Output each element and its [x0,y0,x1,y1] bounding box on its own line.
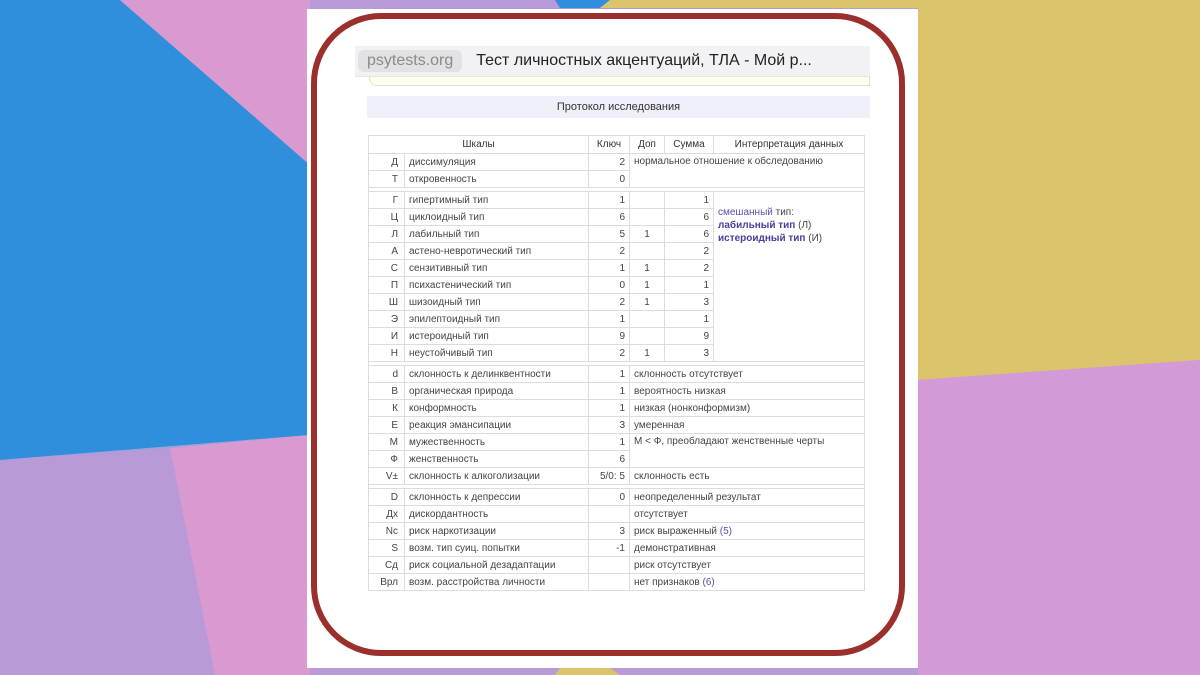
scale-dop: 1 [630,260,665,277]
scale-code: И [369,328,405,345]
scale-key: 0 [589,277,630,294]
scale-name: лабильный тип [405,226,589,243]
scale-code: Nc [369,523,405,540]
scale-name: психастенический тип [405,277,589,294]
scale-code: Ц [369,209,405,226]
scale-name: конформность [405,400,589,417]
scale-interpretation [630,489,865,506]
scale-code: Г [369,192,405,209]
scale-dop [630,192,665,209]
scale-code: Т [369,171,405,188]
table-row [369,489,865,506]
interpretation-text: риск отсутствует [634,559,711,571]
labile-type-link[interactable]: лабильный тип [718,220,796,231]
scale-key: 1 [589,434,630,451]
scale-key: 2 [589,294,630,311]
scale-name: дискордантность [405,506,589,523]
header-scales: Шкалы [369,136,589,154]
scale-name: шизоидный тип [405,294,589,311]
scale-key: 3 [589,417,630,434]
table-row [369,557,865,574]
interpretation-text: отсутствует [634,508,688,520]
scale-dop: 1 [630,226,665,243]
scale-key [589,574,630,591]
scale-name: неустойчивый тип [405,345,589,362]
scale-name: диссимуляция [405,154,589,171]
scale-code: Э [369,311,405,328]
scale-code: Дх [369,506,405,523]
site-domain-chip[interactable]: psytests.org [358,50,462,72]
scale-key: 6 [589,451,630,468]
scale-dop [630,311,665,328]
table-row [369,574,865,591]
scale-key: 0 [589,171,630,188]
scale-name: риск наркотизации [405,523,589,540]
scale-sum: 1 [665,311,714,328]
scale-interpretation: низкая (нонконформизм) [630,400,865,417]
scale-code: Л [369,226,405,243]
scale-dop [630,209,665,226]
scale-name: циклоидный тип [405,209,589,226]
scale-name: эпилептоидный тип [405,311,589,328]
table-row [369,468,865,485]
scale-key: 5/0: 5 [589,468,630,485]
scale-key: 1 [589,383,630,400]
scale-name: возм. расстройства личности [405,574,589,591]
scale-key: 6 [589,209,630,226]
scale-sum: 6 [665,226,714,243]
validity-interpretation: нормальное отношение к обследованию [630,154,865,188]
scale-code: Е [369,417,405,434]
scale-code: В [369,383,405,400]
scale-code: Сд [369,557,405,574]
table-row [369,417,865,434]
scale-key: 2 [589,243,630,260]
scale-key: 5 [589,226,630,243]
labile-type-suffix: (Л) [795,220,812,231]
scale-dop: 1 [630,277,665,294]
scale-interpretation: склонность есть [630,468,865,485]
scale-interpretation: склонность отсутствует [630,366,865,383]
scale-name: склонность к депрессии [405,489,589,506]
scale-sum: 3 [665,345,714,362]
table-row [369,366,865,383]
scale-dop [630,328,665,345]
hysteroid-type-link[interactable]: истероидный тип [718,233,806,244]
scale-key: 9 [589,328,630,345]
results-table [368,135,865,591]
table-row [369,192,865,209]
scale-key: 3 [589,523,630,540]
interpretation-text: нет признаков [634,576,703,588]
scale-key [589,557,630,574]
scale-sum: 1 [665,277,714,294]
scale-key: 1 [589,192,630,209]
scale-key: 1 [589,366,630,383]
interpretation-note-link[interactable]: (5) [719,525,733,537]
scale-name: склонность к делинквентности [405,366,589,383]
scale-name: реакция эмансипации [405,417,589,434]
scale-name: откровенность [405,171,589,188]
scale-interpretation [630,557,865,574]
table-row [369,523,865,540]
mixed-type-link[interactable]: смешанный [718,207,773,218]
scale-sum: 2 [665,260,714,277]
interpretation-text: неопределенный результат [634,491,761,503]
scale-key: 0 [589,489,630,506]
hysteroid-type-suffix: (И) [805,233,823,244]
scale-interpretation [630,506,865,523]
scale-name: сензитивный тип [405,260,589,277]
scale-name: риск социальной дезадаптации [405,557,589,574]
scale-sum: 2 [665,243,714,260]
scale-key: 1 [589,311,630,328]
scale-dop: 1 [630,294,665,311]
scale-code: П [369,277,405,294]
interpretation-text: риск выраженный [634,525,720,537]
header-interpretation: Интерпретация данных [714,136,865,154]
scale-name: склонность к алкоголизации [405,468,589,485]
scale-name: мужественность [405,434,589,451]
scale-dop: 1 [630,345,665,362]
scale-key: 1 [589,260,630,277]
tab-bar-underline [369,77,870,86]
scale-name: астено-невротический тип [405,243,589,260]
scale-code: D [369,489,405,506]
scale-key: 2 [589,345,630,362]
table-header-row [369,136,865,154]
scale-code: К [369,400,405,417]
scale-interpretation [630,540,865,557]
table-row [369,400,865,417]
scale-code: М [369,434,405,451]
scale-interpretation: вероятность низкая [630,383,865,400]
scale-code: А [369,243,405,260]
mixed-type-suffix: тип: [772,207,794,218]
table-row [369,506,865,523]
browser-tab-bar [355,46,870,77]
scale-name: органическая природа [405,383,589,400]
scale-code: d [369,366,405,383]
scale-name: гипертимный тип [405,192,589,209]
scale-interpretation [630,523,865,540]
scale-name: истероидный тип [405,328,589,345]
scale-name: женственность [405,451,589,468]
scale-key [589,506,630,523]
scale-interpretation [630,574,865,591]
scale-code: С [369,260,405,277]
scale-dop [630,243,665,260]
scale-sum: 6 [665,209,714,226]
scale-key: -1 [589,540,630,557]
interpretation-text: демонстративная [634,542,716,554]
scale-code: Д [369,154,405,171]
scale-interpretation: умеренная [630,417,865,434]
scale-interpretation: М < Ф, преобладают женственные черты [630,434,865,468]
scale-code: Ш [369,294,405,311]
scale-key: 2 [589,154,630,171]
scale-code: V± [369,468,405,485]
scale-sum: 3 [665,294,714,311]
scale-code: S [369,540,405,557]
table-row [369,154,865,171]
table-row [369,383,865,400]
scale-code: Врл [369,574,405,591]
header-dop: Доп [630,136,665,154]
scale-code: Ф [369,451,405,468]
scale-name: возм. тип суиц. попытки [405,540,589,557]
scale-code: Н [369,345,405,362]
table-row [369,540,865,557]
page-tab-title[interactable]: Тест личностных акцентуаций, ТЛА - Мой р... [476,52,812,69]
table-row [369,434,865,451]
types-interpretation [714,192,865,362]
scale-sum: 1 [665,192,714,209]
scale-sum: 9 [665,328,714,345]
header-sum: Сумма [665,136,714,154]
header-key: Ключ [589,136,630,154]
protocol-heading: Протокол исследования [367,96,870,118]
scale-key: 1 [589,400,630,417]
interpretation-note-link[interactable]: (6) [702,576,715,588]
